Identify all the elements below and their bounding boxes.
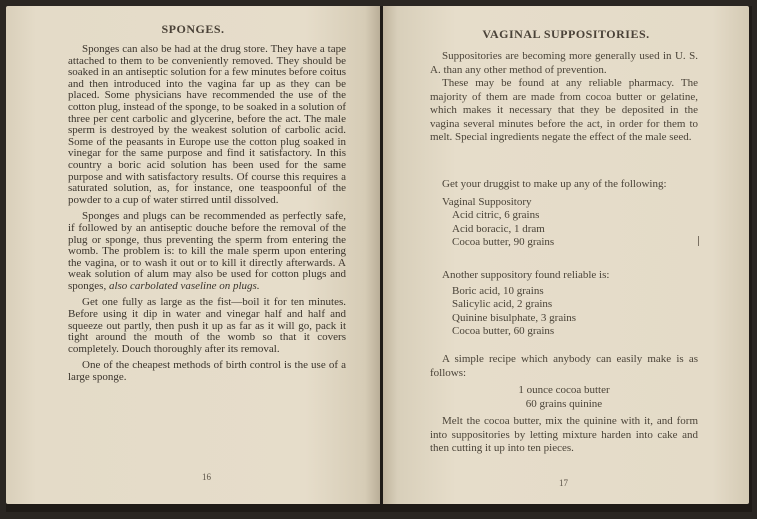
suppositories-intro [430, 50, 698, 145]
recipe-3-intro: A simple recipe which anybody can easily make is as follows: [430, 353, 698, 379]
recipe-1-item: Acid boracic, 1 dram [452, 222, 545, 235]
recipe-3-closing: Melt the cocoa butter, mix the quinine with it, and form into suppositories by letting mixture harden into cake and then cutting it up into ten pieces. [430, 415, 698, 454]
recipe-3 [430, 353, 698, 456]
recipe-1 [430, 178, 698, 250]
left-page-body [68, 44, 346, 389]
sponges-paragraph-2-italic: also carbolated vaseline on plugs. [108, 279, 260, 292]
sponges-paragraph-2-text: Sponges and plugs can be recommended as perfectly safe, if followed by an antiseptic douche before the removal of the plug or sponge, thus preventing the sperm from entering the womb. The problem is: to kill the male sperm upon entering the vagina, or to wash it out or to kill it directly afterwards. A weak solution of alum may also be used for cotton plugs and sponges, [68, 210, 346, 292]
right-page-number: 17 [559, 478, 568, 488]
recipe-1-item: Cocoa butter, 90 grains [452, 236, 555, 248]
open-book [6, 6, 752, 512]
suppositories-paragraph-2: These may be found at any reliable pharmacy. The majority of them are made from cocoa butter or gelatine, which makes it necessary that they be deposited in the vagina several minutes before the act, in order for them to melt. Special ingredients negate the effect of the male seed. [430, 77, 698, 143]
recipe-1-name: Vaginal Suppository [442, 195, 532, 208]
right-page-title: VAGINAL SUPPOSITORIES. [482, 27, 650, 41]
recipe-2 [430, 269, 698, 339]
recipe-1-intro: Get your druggist to make up any of the following: [442, 178, 667, 190]
recipe-1-item: Acid citric, 6 grains [452, 209, 540, 221]
recipe-3-item: 60 grains quinine [525, 397, 603, 410]
left-page [6, 6, 380, 504]
recipe-2-intro: Another suppository found reliable is: [442, 269, 610, 281]
sponges-paragraph-3: Get one fully as large as the fist—boil it for ten minutes. Before using it dip in water and vinegar half and half and squeeze out partly, then push it up as far as it will go, pack it tight around the mouth of the womb so that it covers completely. Douch thoroughly after its removal. [68, 296, 346, 355]
recipe-2-item: Quinine bisulphate, 3 grains [452, 311, 577, 324]
recipe-2-item: Cocoa butter, 60 grains [452, 325, 555, 337]
left-page-number: 16 [202, 472, 211, 482]
suppositories-paragraph-1: Suppositories are becoming more generally used in U. S. A. than any other method of prevention. [430, 50, 698, 76]
recipe-2-item: Boric acid, 10 grains [452, 284, 544, 297]
sponges-paragraph-2 [68, 211, 346, 292]
recipe-2-item: Salicylic acid, 2 grains [452, 298, 553, 310]
sponges-paragraph-4: One of the cheapest methods of birth control is the use of a large sponge. [68, 359, 346, 384]
left-page-title: SPONGES. [161, 22, 225, 36]
sponges-paragraph-1: Sponges can also be had at the drug store. They have a tape attached to them to be conveniently removed. They should be soaked in an antiseptic solution for a few minutes before coitus and then introduced into the vagina far up as they can be placed. Some physicians have recommended the use of the cotton plug, instead of the sponge, to be soaked in a solution of three per cent carbolic and glycerine, before the act. The male sperm is destroyed by the weakest solution of carbolic acid. Some of the peasants in Europe use the cotton plug soaked in vinegar for the same purpose and find it satisfactory. In this country a boric acid solution has been used for the same purpose and with satisfactory results. Of course this requires a saturated solution, as, for instance, one teaspoonful of the powder to a cup of water stirred until dissolved. [68, 43, 347, 206]
margin-pencil-mark [698, 236, 699, 246]
recipe-3-item: 1 ounce cocoa butter [518, 384, 610, 396]
right-page [383, 6, 749, 504]
